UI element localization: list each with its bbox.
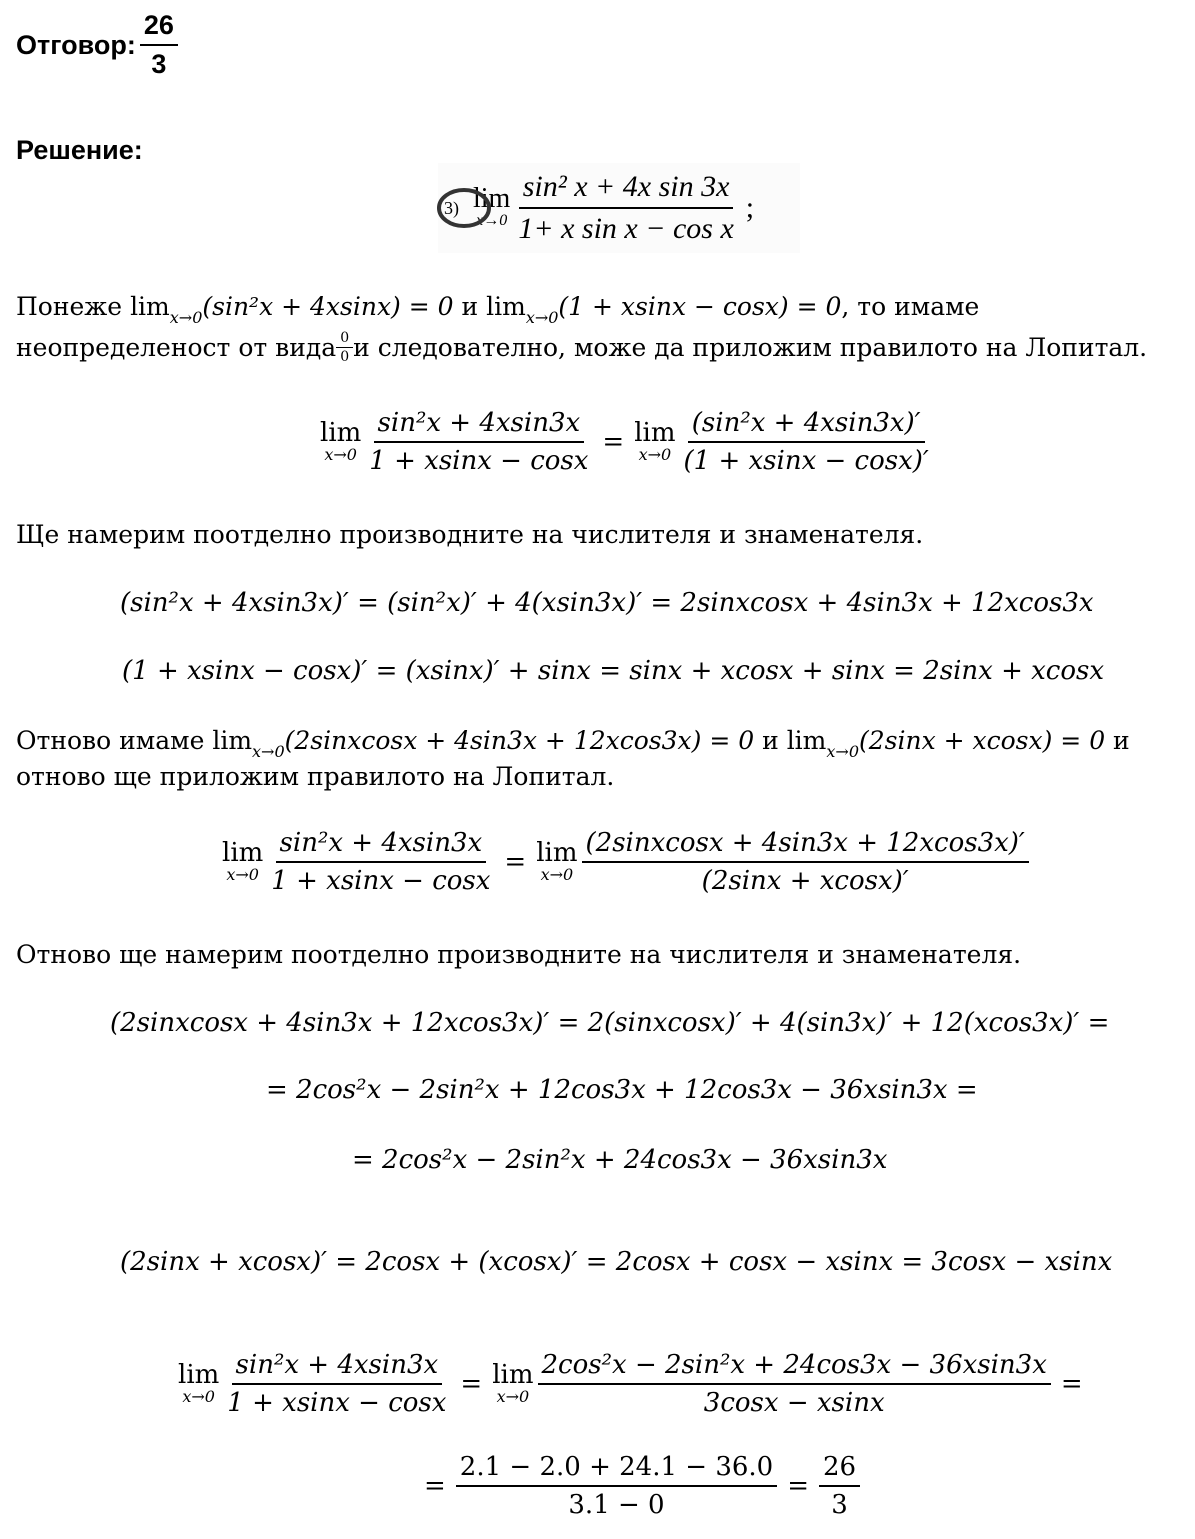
- para1-expr-1: (sin²x + 4xsinx) = 0: [202, 292, 454, 321]
- paragraph-1-line-2: неопределеност от вида $\frac{0}{0}$ и следователно, може да приложим правилото на Лопитал.: [16, 330, 1148, 365]
- answer-label: Отговор:: [16, 29, 136, 60]
- derivative-numerator-2a: (2sinxcosx + 4sin3x + 12xcos3x)′ = 2(sinxcosx)′ + 4(sin3x)′ + 12(xcos3x)′ =: [110, 1008, 1110, 1038]
- para1-expr-2: (1 + xsinx − cosx) = 0: [558, 292, 842, 321]
- equation-4: = $\frac{2.1 - 2.0 + 24.1 - 36.0}{3.1 - 0}$ = $\frac{26}{3}$: [424, 1452, 860, 1520]
- task-image: [438, 163, 800, 253]
- paragraph-3-line-1: Отново имаме $\lim_{x\to 0}(2sinxcosx + 4\sin 3x + 12xcos3x) = 0$ и $\lim_{x\to 0}(2\sin x + xcosx) = 0$ и: [16, 726, 1130, 761]
- solution-label: Решение:: [16, 135, 143, 165]
- answer-denominator: 3: [151, 49, 167, 79]
- paragraph-4: Отново ще намерим поотделно производните на числителя и знаменателя.: [16, 940, 1022, 969]
- equation-1: lim x→0 $\frac{\text{sin²x + 4xsin3x}}{1 + xsinx - \cos x}$ = lim x→0 $\frac{\text{(sin²x + 4xsin3x)′}}{(1 + xsinx - \cos x)'}$: [320, 408, 929, 476]
- equation-2: lim x→0 $\frac{\text{sin²x + 4xsin3x}}{1 + xsinx - \cos x}$ = lim x→0 $\frac{\text{(2sinxcosx + 4sin3x + 12xcos3x)′}}{(2\sin x + xcosx)'}$: [222, 828, 1029, 896]
- paragraph-3-line-2: отново ще приложим правилото на Лопитал.: [16, 762, 615, 791]
- equation-3: lim x→0 $\frac{\text{sin²x + 4xsin3x}}{1 + xsinx - \cos x}$ = lim x→0 $\frac{\text{2cos²x − 2sin²x + 24cos3x − 36xsin3x}}{3\cos x - xsinx}$ =: [178, 1350, 1083, 1418]
- paragraph-1-line-1: Понеже $\lim_{x\to 0}(\sin^2x + 4xsinx) = 0$ и $\lim_{x\to 0}(1 + xsinx - \cos x) = 0$, то имаме: [16, 292, 980, 327]
- derivative-denominator-2: (2sinx + xcosx)′ = 2cosx + (xcosx)′ = 2cosx + cosx − xsinx = 3cosx − xsinx: [120, 1247, 1113, 1277]
- derivative-numerator-2b: = 2cos²x − 2sin²x + 12cos3x + 12cos3x − 36xsin3x =: [266, 1075, 978, 1105]
- answer-fraction: [140, 10, 178, 80]
- task-denominator: 1+ x sin x − cos x: [518, 212, 734, 245]
- answer-line: [16, 10, 178, 80]
- task-lim: lim x→0: [473, 183, 511, 229]
- task-fraction: [514, 170, 737, 246]
- task-numerator: sin² x + 4x sin 3x: [519, 170, 734, 209]
- indeterminate-fraction: $\frac{0}{0}$: [336, 330, 353, 365]
- final-result: $\frac{26}{3}$: [819, 1452, 860, 1520]
- task-suffix: ;: [745, 191, 755, 224]
- derivative-numerator-2c: = 2cos²x − 2sin²x + 24cos3x − 36xsin3x: [352, 1145, 888, 1175]
- paragraph-2: Ще намерим поотделно производните на числителя и знаменателя.: [16, 520, 924, 549]
- derivative-denominator-1: (1 + xsinx − cosx)′ = (xsinx)′ + sinx = sinx + xcosx + sinx = 2sinx + xcosx: [122, 656, 1105, 686]
- derivative-numerator-1: (sin²x + 4xsin3x)′ = (sin²x)′ + 4(xsin3x)′ = 2sinxcosx + 4sin3x + 12xcos3x: [120, 588, 1094, 618]
- answer-numerator: 26: [140, 10, 178, 46]
- task-number: 3): [444, 198, 459, 219]
